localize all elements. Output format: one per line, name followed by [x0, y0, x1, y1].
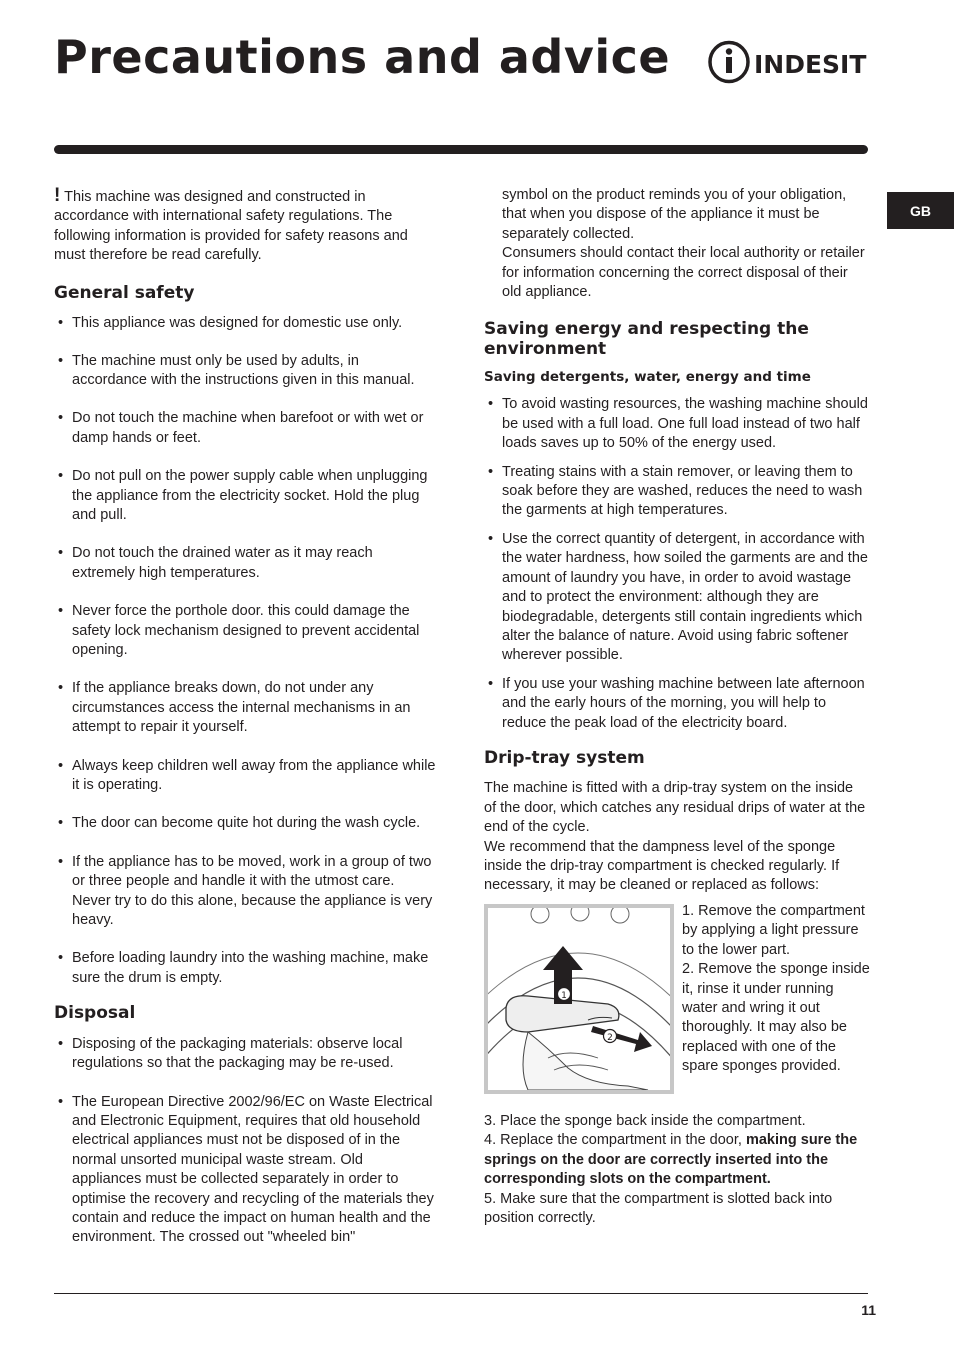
saving-subheading: Saving detergents, water, energy and time: [484, 369, 811, 386]
disposal-list: [54, 1035, 436, 1248]
step-2: 2. Remove the sponge inside it, rinse it under running water and wring it out thoroughly. It may also be replaced with one of the spare sponges provided.: [682, 961, 870, 1075]
language-tab: GB: [887, 192, 954, 229]
indesit-logo: [708, 40, 870, 84]
drip-tray-heading: Drip-tray system: [484, 747, 645, 768]
drip-tray-figure-block: [484, 904, 868, 1112]
intro-paragraph: [54, 186, 436, 266]
figure-steps: [682, 902, 872, 1077]
left-column: [54, 186, 436, 1248]
list-item: • To avoid wasting resources, the washing machine should be used with a full load. One full load instead of two half loads saves up to 50% of the energy used.: [488, 396, 868, 452]
header-divider: [54, 145, 868, 154]
drip-tray-intro-2: We recommend that the dampness level of the sponge inside the drip-tray compartment is checked regularly. If necessary, it may be cleaned or replaced as follows:: [484, 838, 840, 894]
page-number: 11: [861, 1302, 876, 1318]
drip-tray-intro-1: The machine is fitted with a drip-tray system on the inside of the door, which catches any residual drips of water at the end of the cycle.: [484, 780, 866, 836]
list-item: • If you use your washing machine between late afternoon and the early hours of the morning, you will help to reduce the peak load of the electricity board.: [488, 675, 865, 731]
list-item: • Never force the porthole door. this could damage the safety lock mechanism designed to prevent accidental opening.: [58, 603, 420, 658]
list-item: • Always keep children well away from the appliance while it is operating.: [58, 757, 436, 794]
list-item: • Do not pull on the power supply cable when unplugging the appliance from the electricity socket. Hold the plug and pull.: [58, 468, 428, 523]
page-title: Precautions and advice: [54, 30, 671, 84]
saving-list: [484, 395, 868, 733]
figure-marker-2: 2: [607, 1032, 613, 1043]
list-item: • Disposing of the packaging materials: observe local regulations so that the packaging may be re-used.: [58, 1035, 403, 1072]
list-item: • Do not touch the machine when barefoot or with wet or damp hands or feet.: [58, 410, 424, 446]
warning-mark: !: [54, 185, 61, 206]
step-5: 5. Make sure that the compartment is slotted back into position correctly.: [484, 1190, 833, 1226]
saving-heading: Saving energy and respecting the environment: [484, 319, 809, 359]
right-column: [484, 186, 868, 1228]
figure-marker-1: 1: [561, 990, 567, 1001]
list-item: • This appliance was designed for domestic use only.: [58, 315, 403, 332]
general-safety-list: [54, 314, 436, 988]
list-item: • Treating stains with a stain remover, or leaving them to soak before they are washed, reduces the need to wash the garments at high temperatures.: [488, 463, 863, 519]
disposal-heading: Disposal: [54, 1003, 136, 1024]
brand-wordmark: INDESIT: [754, 50, 867, 79]
list-item: • Use the correct quantity of detergent, in accordance with the water hardness, how soiled the garments are and the amount of laundry you have, in order to avoid wastage and to protect the environment: although they are biodegradable, detergents still contain ingredients which alter the balance of nature. Avoid using fabric softener wherever possible.: [488, 530, 868, 664]
footer-divider: [54, 1293, 868, 1294]
list-item: • The machine must only be used by adults, in accordance with the instructions given in this manual.: [58, 352, 415, 388]
list-item: • If the appliance has to be moved, work in a group of two or three people and handle it with the utmost care. Never try to do this alone, because the appliance is very heavy.: [58, 853, 433, 929]
list-item: • Before loading laundry into the washing machine, make sure the drum is empty.: [58, 950, 429, 986]
intro-text: This machine was designed and constructed in accordance with international safety regulations. The following information is provided for safety reasons and must therefore be read carefully.: [54, 189, 408, 264]
list-item: • Do not touch the drained water as it may reach extremely high temperatures.: [58, 545, 373, 581]
step-3: 3. Place the sponge back inside the compartment.: [484, 1112, 806, 1129]
drip-tray-illustration: [484, 904, 674, 1094]
step-4: 4. Replace the compartment in the door, making sure the springs on the door are correctly inserted into the corresponding slots on the compartment.: [484, 1132, 858, 1188]
general-safety-heading: General safety: [54, 282, 195, 303]
list-item: • If the appliance breaks down, do not under any circumstances access the internal mechanisms in an attempt to repair it yourself.: [58, 680, 411, 736]
list-item: • The door can become quite hot during the wash cycle.: [58, 815, 421, 832]
disposal-continued: symbol on the product reminds you of your obligation, that when you dispose of the appliance it must be separately collected.: [502, 187, 847, 242]
disposal-continued-2: Consumers should contact their local authority or retailer for information concerning the correct disposal of their old appliance.: [502, 245, 865, 301]
list-item: • The European Directive 2002/96/EC on Waste Electrical and Electronic Equipment, requires that old household electrical appliances must not be disposed of in the normal unsorted municipal waste stream. Old appliances must be collected separately in order to optimise the recovery and recycling of the materials they contain and reduce the impact on human health and the environment. The crossed out "wheeled bin": [58, 1093, 434, 1246]
step-1: 1. Remove the compartment by applying a light pressure to the lower part.: [682, 902, 865, 958]
